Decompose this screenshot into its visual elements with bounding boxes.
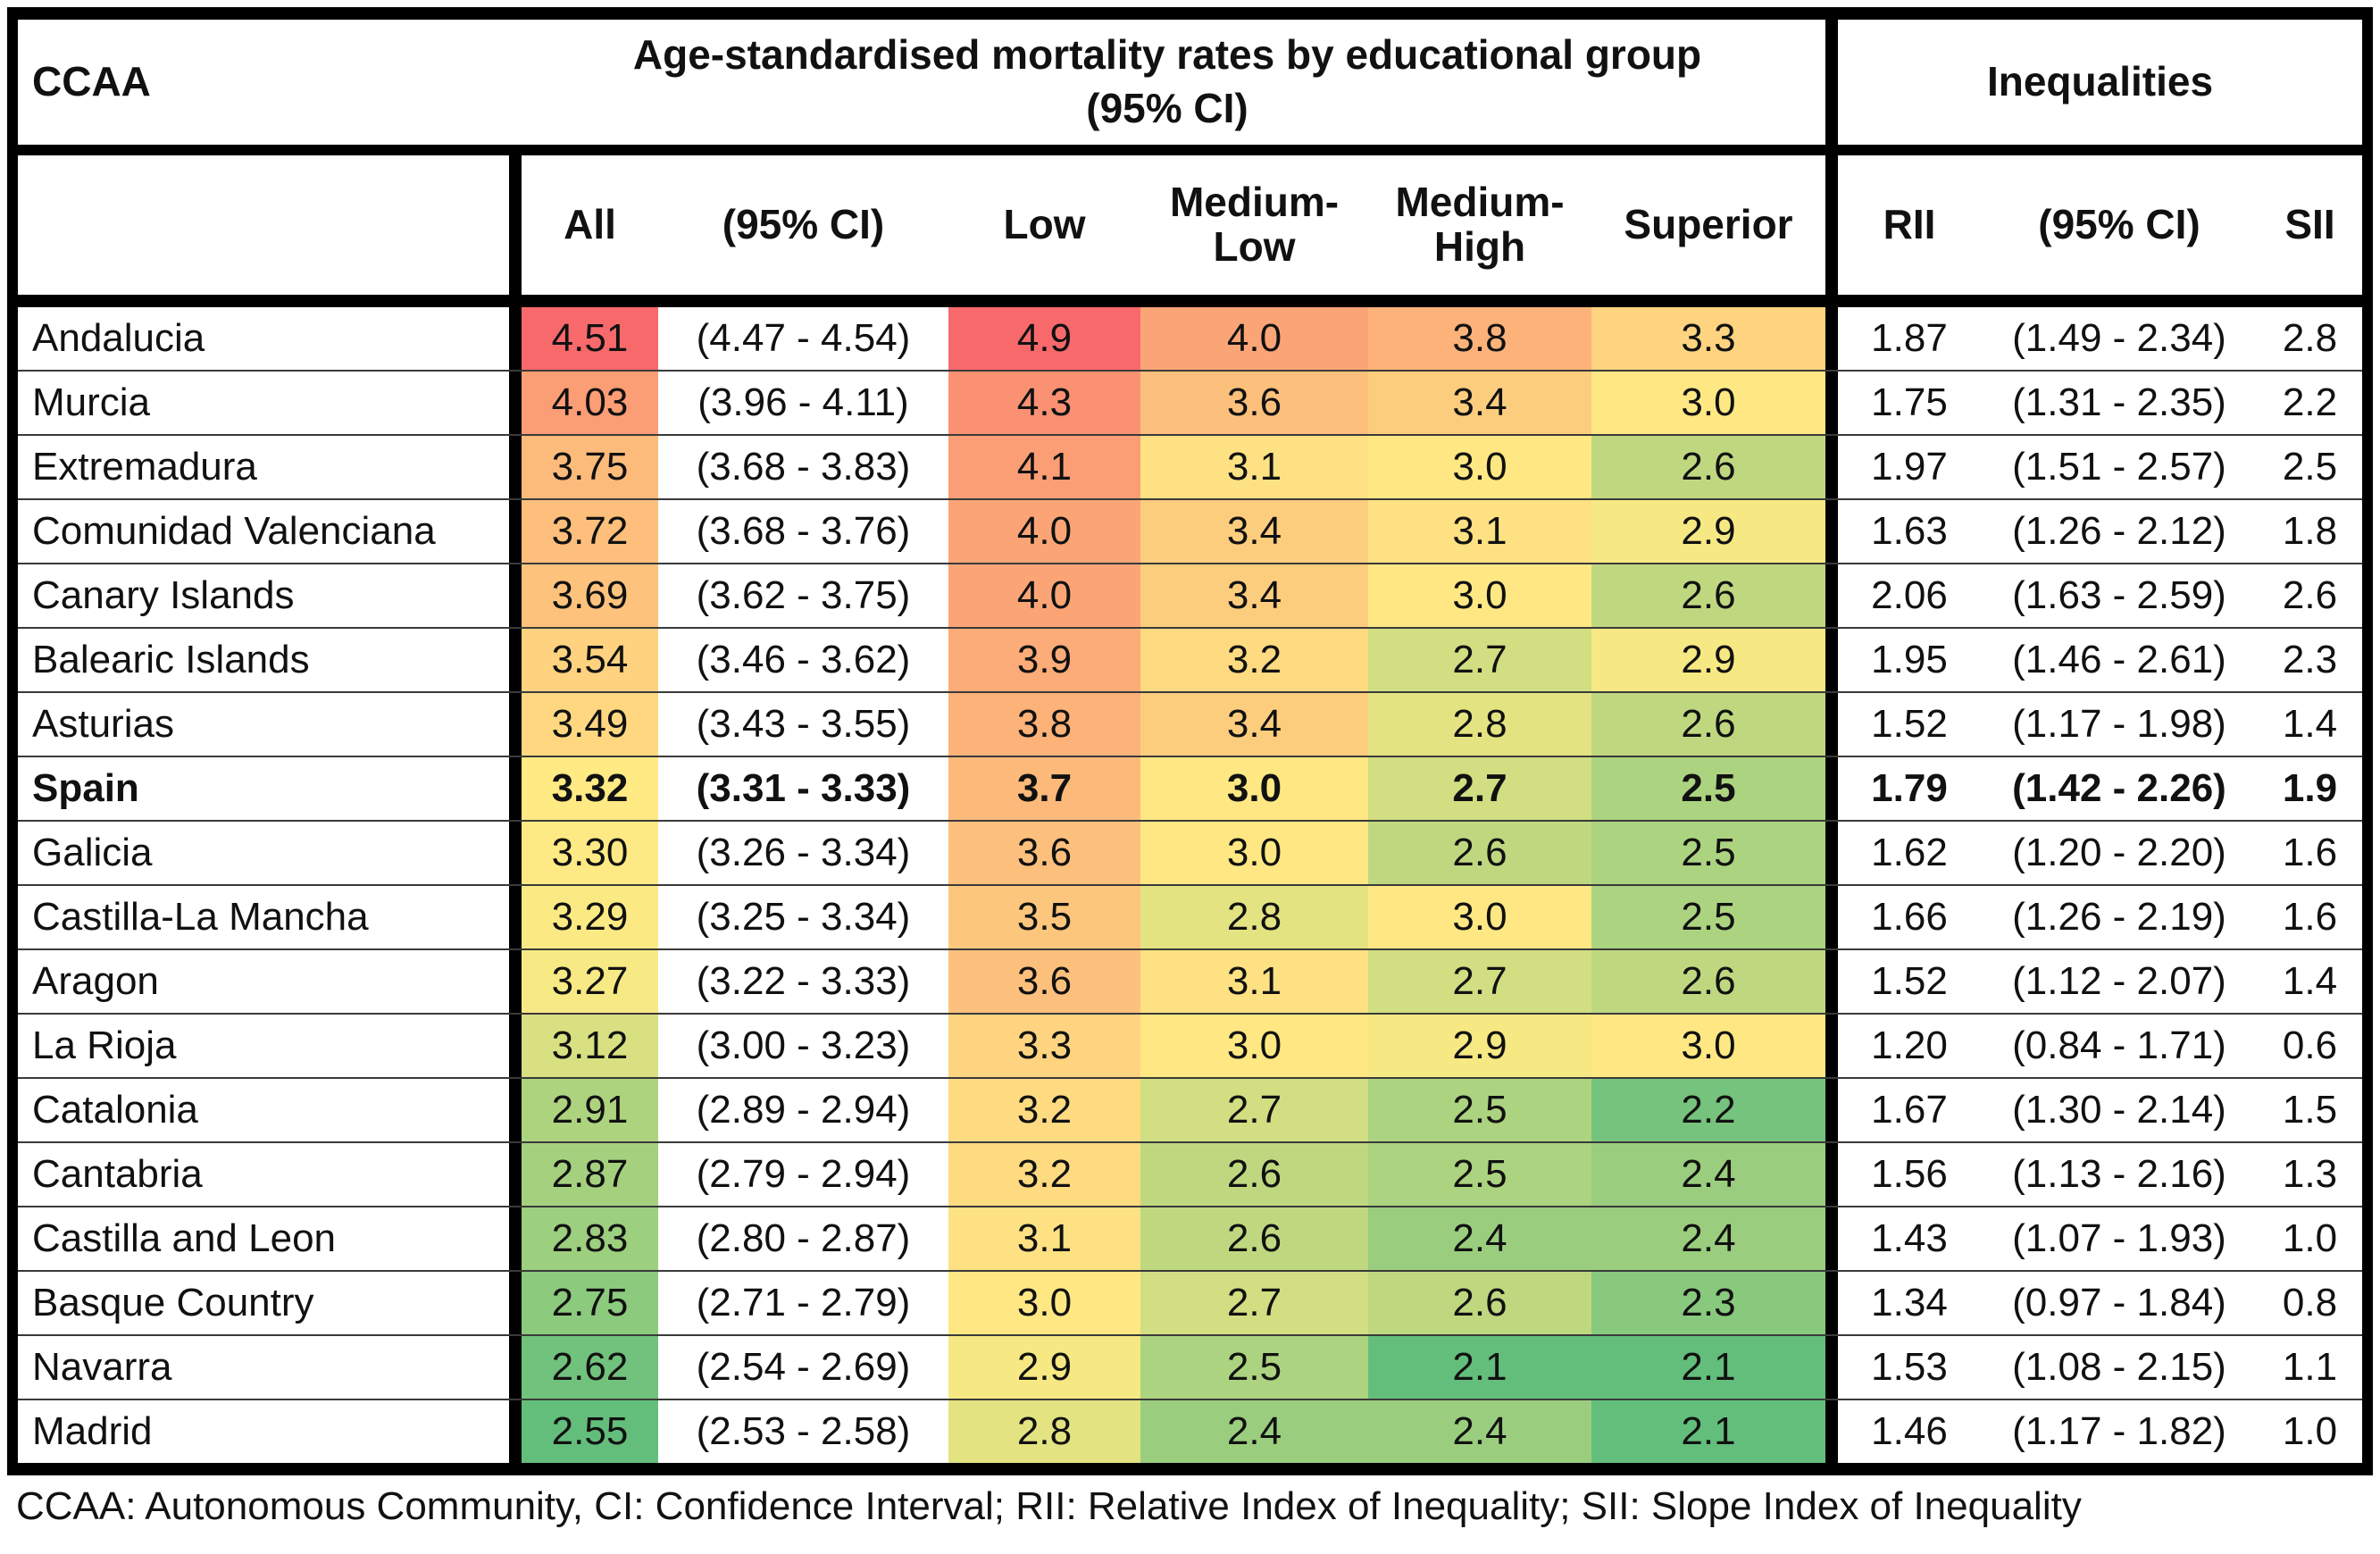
low-rate-cell: 3.2	[948, 1143, 1140, 1206]
superior-rate-cell: 2.5	[1591, 886, 1825, 948]
all-rate-cell: 2.62	[509, 1336, 658, 1399]
rii-ci-cell: (1.42 - 2.26)	[2012, 766, 2226, 811]
region-name-cell: Navarra	[32, 1345, 172, 1390]
table-row	[18, 1015, 2362, 1079]
all-rate-cell: 3.75	[509, 436, 658, 498]
superior-rate-cell: 2.9	[1591, 629, 1825, 691]
sii-cell: 1.6	[2282, 831, 2338, 875]
all-ci-cell: (3.46 - 3.62)	[696, 638, 911, 682]
rii-cell: 1.95	[1825, 629, 1981, 691]
mortality-table	[7, 7, 2373, 1475]
empty-corner-cell	[18, 155, 509, 295]
medium-low-rate-cell: 2.8	[1140, 886, 1368, 948]
medium-low-rate-cell: 2.6	[1140, 1207, 1368, 1270]
all-ci-cell: (2.80 - 2.87)	[696, 1216, 911, 1261]
superior-rate-cell: 2.1	[1591, 1336, 1825, 1399]
superior-rate-cell: 2.3	[1591, 1272, 1825, 1334]
all-ci-cell: (3.43 - 3.55)	[696, 702, 911, 747]
low-rate-cell: 4.1	[948, 436, 1140, 498]
sii-cell: 1.8	[2282, 509, 2338, 554]
superior-rate-cell: 3.3	[1591, 307, 1825, 370]
medium-low-rate-cell: 2.7	[1140, 1272, 1368, 1334]
rii-ci-cell: (1.13 - 2.16)	[2012, 1152, 2226, 1197]
rii-ci-cell: (1.20 - 2.20)	[2012, 831, 2226, 875]
all-rate-cell: 3.32	[509, 757, 658, 820]
table-row	[18, 950, 2362, 1015]
table-row	[18, 500, 2362, 564]
all-rate-cell: 2.87	[509, 1143, 658, 1206]
all-ci-cell: (3.22 - 3.33)	[696, 959, 911, 1004]
superior-rate-cell: 2.6	[1591, 436, 1825, 498]
superior-rate-cell: 2.5	[1591, 757, 1825, 820]
sii-cell: 1.0	[2282, 1409, 2338, 1454]
sii-cell: 2.2	[2282, 380, 2338, 425]
rii-cell: 1.66	[1825, 886, 1981, 948]
medium-high-rate-cell: 2.8	[1368, 693, 1591, 756]
superior-rate-cell: 2.4	[1591, 1207, 1825, 1270]
sii-cell: 1.1	[2282, 1345, 2338, 1390]
superior-rate-cell: 2.1	[1591, 1400, 1825, 1463]
medium-high-rate-cell: 2.5	[1368, 1079, 1591, 1141]
medium-high-rate-cell: 2.4	[1368, 1207, 1591, 1270]
mortality-group-title: Age-standardised mortality rates by educational group	[632, 31, 1702, 79]
medium-high-rate-cell: 3.8	[1368, 307, 1591, 370]
all-rate-cell: 3.30	[509, 822, 658, 884]
low-rate-cell: 3.3	[948, 1015, 1140, 1077]
medium-high-rate-cell: 2.4	[1368, 1400, 1591, 1463]
col-header-all-ci: (95% CI)	[722, 201, 885, 248]
rii-ci-cell: (1.08 - 2.15)	[2012, 1345, 2226, 1390]
region-name-cell: Basque Country	[32, 1281, 314, 1325]
table-row	[18, 822, 2362, 886]
low-rate-cell: 3.5	[948, 886, 1140, 948]
rii-cell: 1.56	[1825, 1143, 1981, 1206]
all-ci-cell: (3.31 - 3.33)	[696, 766, 911, 811]
medium-low-rate-cell: 3.1	[1140, 436, 1368, 498]
table-row	[18, 1400, 2362, 1463]
region-name-cell: La Rioja	[32, 1023, 177, 1068]
all-rate-cell: 2.91	[509, 1079, 658, 1141]
table-row	[18, 629, 2362, 693]
sii-cell: 2.5	[2282, 445, 2338, 489]
medium-high-rate-cell: 3.0	[1368, 564, 1591, 627]
table-row	[18, 307, 2362, 372]
rii-ci-cell: (1.17 - 1.82)	[2012, 1409, 2226, 1454]
rii-ci-cell: (1.30 - 2.14)	[2012, 1088, 2226, 1132]
rii-cell: 1.75	[1825, 372, 1981, 434]
sii-cell: 0.6	[2282, 1023, 2338, 1068]
low-rate-cell: 4.3	[948, 372, 1140, 434]
all-ci-cell: (2.53 - 2.58)	[696, 1409, 911, 1454]
region-name-cell: Castilla and Leon	[32, 1216, 337, 1261]
medium-low-rate-cell: 2.6	[1140, 1143, 1368, 1206]
table-body	[18, 307, 2362, 1463]
medium-low-rate-cell: 2.7	[1140, 1079, 1368, 1141]
all-ci-cell: (3.25 - 3.34)	[696, 895, 911, 940]
all-ci-cell: (3.00 - 3.23)	[696, 1023, 911, 1068]
medium-low-rate-cell: 3.6	[1140, 372, 1368, 434]
region-name-cell: Catalonia	[32, 1088, 198, 1132]
rii-ci-cell: (1.46 - 2.61)	[2012, 638, 2226, 682]
region-name-cell: Aragon	[32, 959, 159, 1004]
rii-cell: 1.52	[1825, 693, 1981, 756]
rii-cell: 1.52	[1825, 950, 1981, 1013]
sii-cell: 2.6	[2282, 573, 2338, 618]
footnote: CCAA: Autonomous Community, CI: Confidence Interval; RII: Relative Index of Inequality; SII: Slope Index of Inequality	[7, 1475, 2373, 1529]
region-name-cell: Comunidad Valenciana	[32, 509, 436, 554]
rii-ci-cell: (0.84 - 1.71)	[2012, 1023, 2226, 1068]
rii-ci-cell: (1.26 - 2.19)	[2012, 895, 2226, 940]
rii-ci-cell: (1.26 - 2.12)	[2012, 509, 2226, 554]
rii-ci-cell: (1.63 - 2.59)	[2012, 573, 2226, 618]
medium-high-rate-cell: 3.4	[1368, 372, 1591, 434]
rii-cell: 1.87	[1825, 307, 1981, 370]
medium-low-rate-cell: 3.1	[1140, 950, 1368, 1013]
all-rate-cell: 3.12	[509, 1015, 658, 1077]
sii-cell: 1.5	[2282, 1088, 2338, 1132]
all-ci-cell: (2.79 - 2.94)	[696, 1152, 911, 1197]
medium-high-rate-cell: 2.9	[1368, 1015, 1591, 1077]
rii-cell: 2.06	[1825, 564, 1981, 627]
rii-ci-cell: (1.12 - 2.07)	[2012, 959, 2226, 1004]
table-row	[18, 1207, 2362, 1272]
col-header-all: All	[509, 155, 658, 295]
table-row	[18, 1079, 2362, 1143]
sii-cell: 1.6	[2282, 895, 2338, 940]
superior-rate-cell: 2.6	[1591, 950, 1825, 1013]
mortality-group-subtitle: (95% CI)	[1086, 85, 1248, 131]
all-rate-cell: 3.54	[509, 629, 658, 691]
medium-high-rate-cell: 2.6	[1368, 822, 1591, 884]
rii-cell: 1.79	[1825, 757, 1981, 820]
rii-ci-cell: (0.97 - 1.84)	[2012, 1281, 2226, 1325]
table-row	[18, 1272, 2362, 1336]
table-header-row-1	[18, 20, 2362, 155]
region-name-cell: Galicia	[32, 831, 153, 875]
medium-low-rate-cell: 3.4	[1140, 500, 1368, 563]
rii-cell: 1.62	[1825, 822, 1981, 884]
medium-low-rate-cell: 3.0	[1140, 1015, 1368, 1077]
region-name-cell: Spain	[32, 766, 139, 811]
all-rate-cell: 4.51	[509, 307, 658, 370]
low-rate-cell: 4.0	[948, 564, 1140, 627]
medium-low-rate-cell: 3.4	[1140, 564, 1368, 627]
rii-cell: 1.34	[1825, 1272, 1981, 1334]
all-ci-cell: (3.68 - 3.83)	[696, 445, 911, 489]
sii-cell: 1.3	[2282, 1152, 2338, 1197]
table-row	[18, 1336, 2362, 1400]
table-row	[18, 564, 2362, 629]
medium-high-rate-cell: 2.7	[1368, 950, 1591, 1013]
all-rate-cell: 3.27	[509, 950, 658, 1013]
medium-low-rate-cell: 4.0	[1140, 307, 1368, 370]
table-header-row-2	[18, 155, 2362, 307]
rii-cell: 1.63	[1825, 500, 1981, 563]
medium-low-rate-cell: 2.4	[1140, 1400, 1368, 1463]
all-ci-cell: (2.89 - 2.94)	[696, 1088, 911, 1132]
low-rate-cell: 3.7	[948, 757, 1140, 820]
medium-low-rate-cell: 3.4	[1140, 693, 1368, 756]
table-row	[18, 372, 2362, 436]
rii-cell: 1.43	[1825, 1207, 1981, 1270]
inequalities-header: Inequalities	[1825, 20, 2362, 145]
region-name-cell: Balearic Islands	[32, 638, 310, 682]
table-row	[18, 436, 2362, 500]
col-header-sii: SII	[2284, 201, 2335, 248]
all-rate-cell: 4.03	[509, 372, 658, 434]
ccaa-header: CCAA	[32, 58, 151, 105]
rii-cell: 1.53	[1825, 1336, 1981, 1399]
region-name-cell: Cantabria	[32, 1152, 203, 1197]
low-rate-cell: 2.8	[948, 1400, 1140, 1463]
col-header-low: Low	[1003, 201, 1086, 248]
low-rate-cell: 3.6	[948, 950, 1140, 1013]
all-ci-cell: (4.47 - 4.54)	[696, 316, 911, 361]
sii-cell: 1.0	[2282, 1216, 2338, 1261]
region-name-cell: Castilla-La Mancha	[32, 895, 369, 940]
medium-high-rate-cell: 2.5	[1368, 1143, 1591, 1206]
low-rate-cell: 3.1	[948, 1207, 1140, 1270]
rii-ci-cell: (1.17 - 1.98)	[2012, 702, 2226, 747]
sii-cell: 2.8	[2282, 316, 2338, 361]
superior-rate-cell: 2.4	[1591, 1143, 1825, 1206]
region-name-cell: Extremadura	[32, 445, 257, 489]
sii-cell: 1.4	[2282, 959, 2338, 1004]
rii-cell: 1.20	[1825, 1015, 1981, 1077]
medium-high-rate-cell: 2.1	[1368, 1336, 1591, 1399]
all-ci-cell: (3.96 - 4.11)	[697, 380, 909, 425]
all-rate-cell: 2.83	[509, 1207, 658, 1270]
col-header-superior: Superior	[1624, 201, 1793, 248]
low-rate-cell: 3.0	[948, 1272, 1140, 1334]
all-ci-cell: (3.62 - 3.75)	[696, 573, 911, 618]
low-rate-cell: 4.0	[948, 500, 1140, 563]
rii-cell: 1.67	[1825, 1079, 1981, 1141]
superior-rate-cell: 2.2	[1591, 1079, 1825, 1141]
low-rate-cell: 4.9	[948, 307, 1140, 370]
medium-low-rate-cell: 2.5	[1140, 1336, 1368, 1399]
superior-rate-cell: 3.0	[1591, 372, 1825, 434]
region-name-cell: Andalucia	[32, 316, 205, 361]
all-rate-cell: 3.49	[509, 693, 658, 756]
low-rate-cell: 3.2	[948, 1079, 1140, 1141]
low-rate-cell: 3.8	[948, 693, 1140, 756]
col-header-rii: RII	[1825, 155, 1981, 295]
medium-high-rate-cell: 3.0	[1368, 886, 1591, 948]
superior-rate-cell: 2.5	[1591, 822, 1825, 884]
rii-ci-cell: (1.31 - 2.35)	[2012, 380, 2226, 425]
low-rate-cell: 3.6	[948, 822, 1140, 884]
all-rate-cell: 3.69	[509, 564, 658, 627]
col-header-medium-low: Medium-Low	[1169, 179, 1340, 270]
rii-cell: 1.97	[1825, 436, 1981, 498]
all-ci-cell: (2.54 - 2.69)	[696, 1345, 911, 1390]
medium-low-rate-cell: 3.0	[1140, 822, 1368, 884]
superior-rate-cell: 2.9	[1591, 500, 1825, 563]
superior-rate-cell: 3.0	[1591, 1015, 1825, 1077]
all-ci-cell: (2.71 - 2.79)	[696, 1281, 911, 1325]
sii-cell: 0.8	[2282, 1281, 2338, 1325]
medium-high-rate-cell: 2.7	[1368, 757, 1591, 820]
sii-cell: 2.3	[2282, 638, 2338, 682]
col-header-rii-ci: (95% CI)	[2038, 201, 2200, 248]
all-rate-cell: 2.55	[509, 1400, 658, 1463]
all-rate-cell: 3.29	[509, 886, 658, 948]
region-name-cell: Murcia	[32, 380, 151, 425]
superior-rate-cell: 2.6	[1591, 564, 1825, 627]
table-row	[18, 757, 2362, 822]
medium-high-rate-cell: 2.7	[1368, 629, 1591, 691]
medium-low-rate-cell: 3.0	[1140, 757, 1368, 820]
table-row	[18, 886, 2362, 950]
sii-cell: 1.4	[2282, 702, 2338, 747]
col-header-medium-high: Medium-High	[1395, 179, 1565, 270]
sii-cell: 1.9	[2282, 766, 2338, 811]
medium-high-rate-cell: 3.0	[1368, 436, 1591, 498]
region-name-cell: Canary Islands	[32, 573, 295, 618]
all-ci-cell: (3.26 - 3.34)	[696, 831, 911, 875]
rii-ci-cell: (1.51 - 2.57)	[2012, 445, 2226, 489]
all-rate-cell: 2.75	[509, 1272, 658, 1334]
region-name-cell: Asturias	[32, 702, 174, 747]
mortality-group-header	[509, 20, 1825, 145]
region-name-cell: Madrid	[32, 1409, 153, 1454]
medium-high-rate-cell: 3.1	[1368, 500, 1591, 563]
medium-high-rate-cell: 2.6	[1368, 1272, 1591, 1334]
rii-ci-cell: (1.07 - 1.93)	[2012, 1216, 2226, 1261]
all-ci-cell: (3.68 - 3.76)	[696, 509, 911, 554]
rii-cell: 1.46	[1825, 1400, 1981, 1463]
all-rate-cell: 3.72	[509, 500, 658, 563]
table-row	[18, 693, 2362, 757]
table-row	[18, 1143, 2362, 1207]
superior-rate-cell: 2.6	[1591, 693, 1825, 756]
low-rate-cell: 3.9	[948, 629, 1140, 691]
low-rate-cell: 2.9	[948, 1336, 1140, 1399]
medium-low-rate-cell: 3.2	[1140, 629, 1368, 691]
rii-ci-cell: (1.49 - 2.34)	[2012, 316, 2226, 361]
